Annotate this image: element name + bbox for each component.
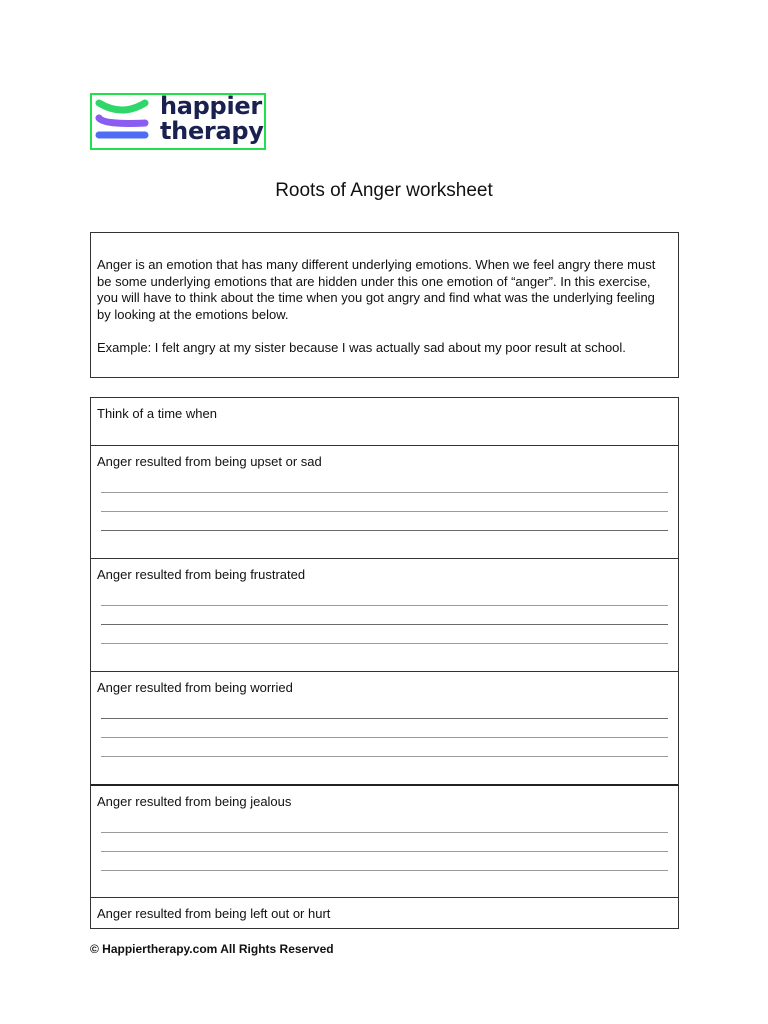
answer-line[interactable] [101, 492, 668, 493]
section-label: Anger resulted from being frustrated [97, 567, 306, 582]
intro-example: Example: I felt angry at my sister because I was actually sad about my poor result at school. [97, 340, 626, 355]
logo [90, 93, 266, 150]
answer-line[interactable] [101, 624, 668, 625]
section-jealous [91, 784, 678, 897]
answer-line[interactable] [101, 605, 668, 606]
section-upset-or-sad [91, 445, 678, 558]
section-frustrated [91, 558, 678, 671]
answer-line[interactable] [101, 530, 668, 531]
answer-line[interactable] [101, 511, 668, 512]
page-title: Roots of Anger worksheet [275, 180, 493, 201]
logo-wave-top [99, 103, 145, 110]
answer-line[interactable] [101, 643, 668, 644]
section-label: Anger resulted from being worried [97, 680, 293, 695]
intro-box [90, 232, 679, 378]
section-worried [91, 671, 678, 784]
section-label: Anger resulted from being left out or hurt [97, 906, 331, 921]
answer-line[interactable] [101, 718, 668, 719]
answer-line[interactable] [101, 870, 668, 871]
section-label: Anger resulted from being jealous [97, 794, 292, 809]
copyright-footer: © Happiertherapy.com All Rights Reserved [90, 942, 334, 956]
logo-wordmark: happier therapy [160, 92, 264, 145]
answer-line[interactable] [101, 756, 668, 757]
answer-line[interactable] [101, 851, 668, 852]
prompt-table [90, 397, 679, 929]
section-label: Anger resulted from being upset or sad [97, 454, 322, 469]
prompt-header-row [91, 398, 678, 445]
answer-line[interactable] [101, 737, 668, 738]
answer-line[interactable] [101, 832, 668, 833]
intro-paragraph: Anger is an emotion that has many different underlying emotions. When we feel angry there must be some underlying emotions that are hidden under this one emotion of “anger”. In this exercise, you will have to think about the time when you got angry and find what was the underlying feeling by looking at the emotions below. [97, 257, 656, 322]
logo-waves-icon [92, 95, 156, 148]
section-left-out-or-hurt [91, 897, 678, 928]
prompt-header-label: Think of a time when [97, 406, 217, 421]
logo-wave-middle [99, 118, 145, 123]
